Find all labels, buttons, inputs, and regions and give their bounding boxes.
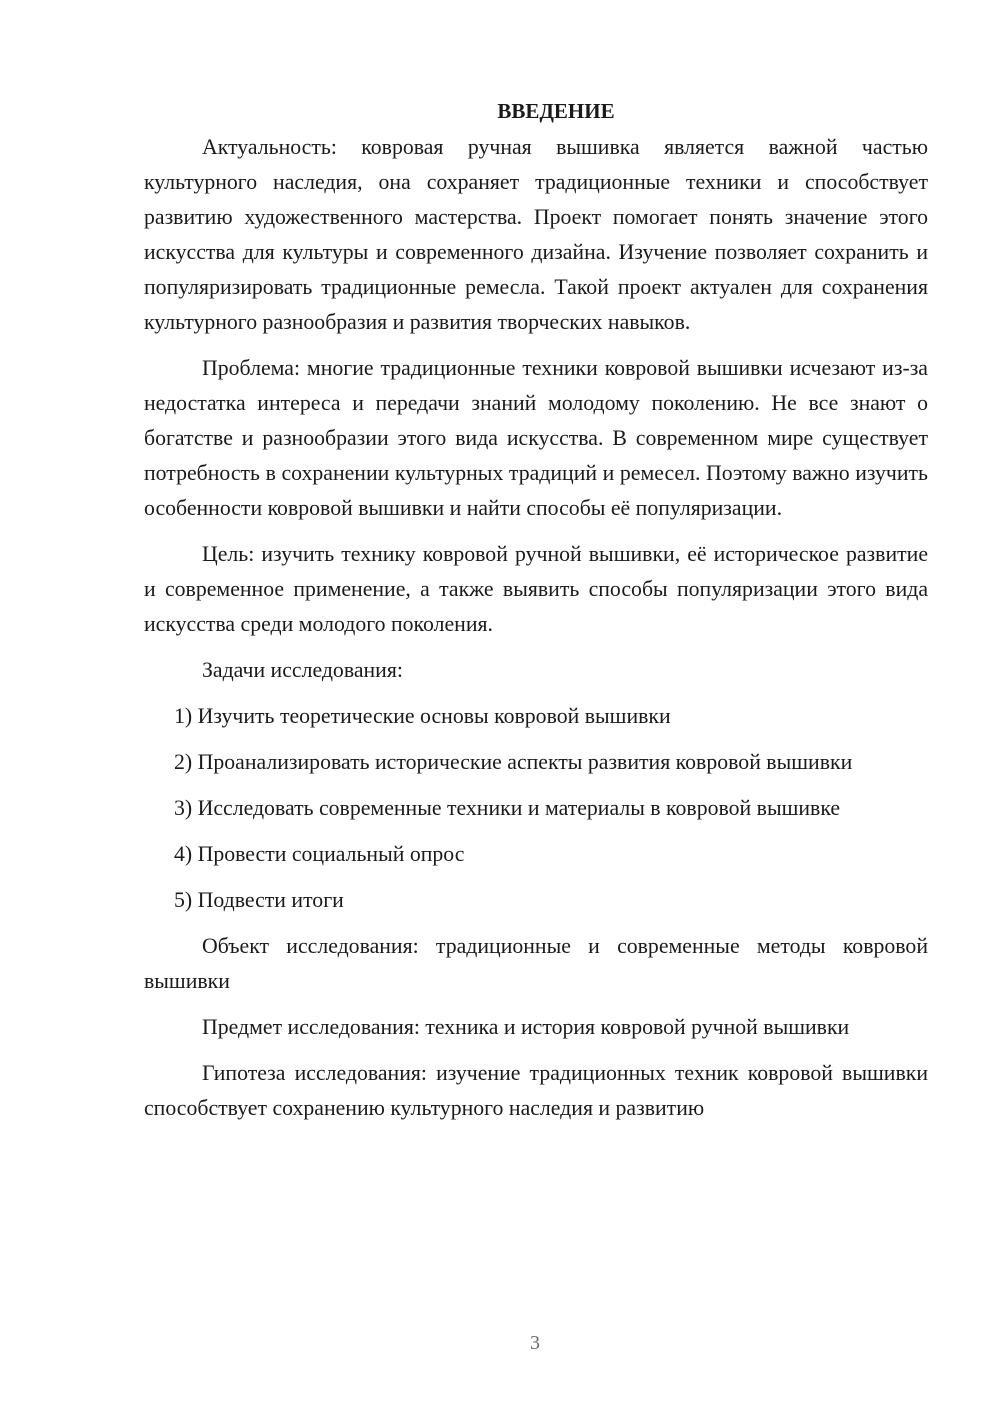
task-item-4: 4) Провести социальный опрос	[174, 842, 465, 866]
task-item-5: 5) Подвести итоги	[174, 888, 344, 912]
page-content	[144, 94, 928, 1126]
paragraph-goal: Цель: изучить технику ковровой ручной вышивки, её историческое развитие и современное применение, а также выявить способы популяризации этого вида искусства среди молодого поколения.	[144, 542, 928, 636]
task-item-2: 2) Проанализировать исторические аспекты развития ковровой вышивки	[174, 750, 853, 774]
task-item-3: 3) Исследовать современные техники и материалы в ковровой вышивке	[174, 796, 841, 820]
paragraph-problem: Проблема: многие традиционные техники ковровой вышивки исчезают из-за недостатка интереса и передачи знаний молодому поколению. Не все знают о богатстве и разнообразии этого вида искусства. В современном мире существует потребность в сохранении культурных традиций и ремесел. Поэтому важно изучить особенности ковровой вышивки и найти способы её популяризации.	[144, 356, 928, 520]
paragraph-subject: Предмет исследования: техника и история ковровой ручной вышивки	[202, 1015, 850, 1039]
page-number: 3	[530, 1332, 540, 1354]
task-item-1: 1) Изучить теоретические основы ковровой вышивки	[174, 704, 671, 728]
section-title: ВВЕДЕНИЕ	[497, 99, 615, 123]
paragraph-relevance: Актуальность: ковровая ручная вышивка является важной частью культурного наследия, она сохраняет традиционные техники и способствует развитию художественного мастерства. Проект помогает понять значение этого искусства для культуры и современного дизайна. Изучение позволяет сохранить и популяризировать традиционные ремесла. Такой проект актуален для сохранения культурного разнообразия и развития творческих навыков.	[144, 135, 928, 334]
paragraph-hypothesis: Гипотеза исследования: изучение традиционных техник ковровой вышивки способствует сохранению культурного наследия и развитию	[144, 1061, 928, 1120]
tasks-heading: Задачи исследования:	[202, 658, 403, 682]
paragraph-object: Объект исследования: традиционные и современные методы ковровой вышивки	[144, 934, 928, 993]
